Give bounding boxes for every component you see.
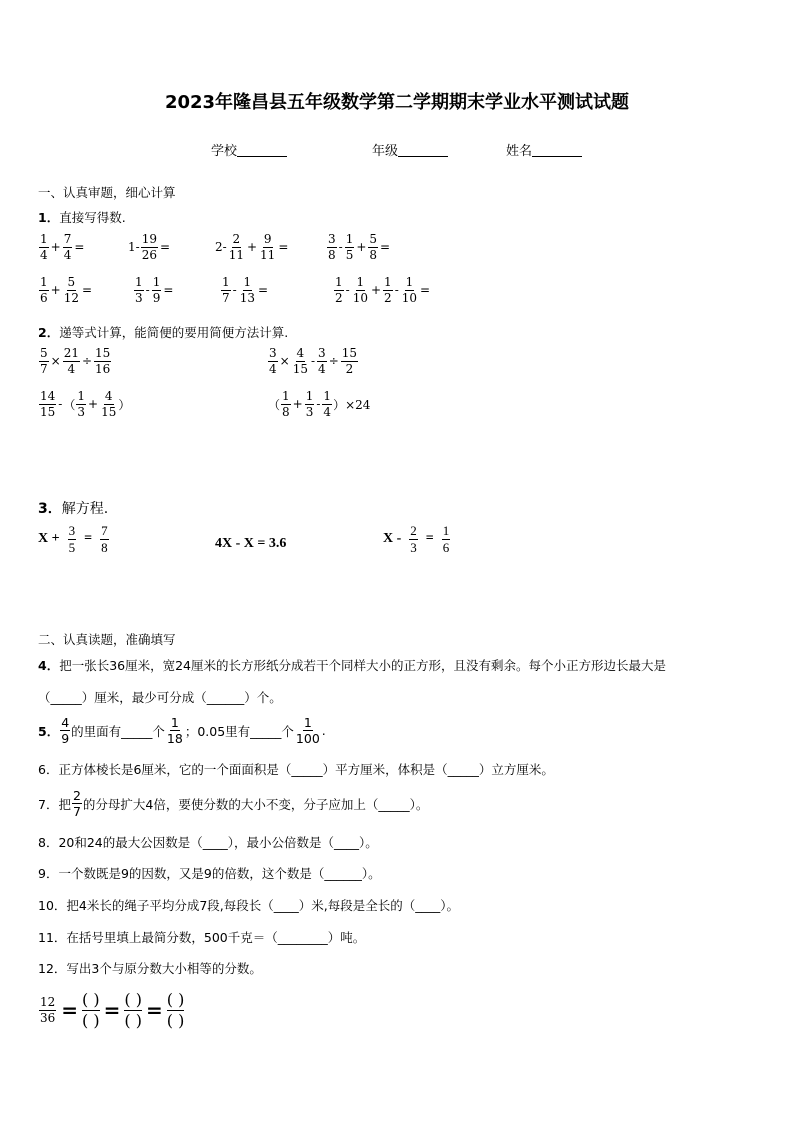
name-field: 姓名 xyxy=(506,140,582,159)
question-11: 11．在括号里填上最简分数，500千克＝（________）吨。 xyxy=(38,930,366,945)
question-8: 8．20和24的最大公因数是（____），最小公倍数是（____）。 xyxy=(38,835,378,850)
calc-1h: 1 2 - 1 10 + $\frac{1}{2}$ - $\frac{1}{10}$ = xyxy=(335,275,431,305)
calc-1f: 1 3 - $\frac{1}{9}$ = xyxy=(135,275,174,305)
calc-1g: 1 7 - $\frac{1}{13}$ = xyxy=(222,275,269,305)
calc-2c: 14 15 - （ 1 3 + $\frac{4}{15}$ ） xyxy=(40,389,131,419)
school-field: 学校 xyxy=(211,140,287,159)
question-1: 1．直接写得数. xyxy=(38,210,126,225)
fraction-12-36: $\frac{12}{36}$ xyxy=(40,995,56,1025)
calc-2a: $\frac{5}{7}$ × $\frac{21}{4}$ ÷ $\frac{15}{16}$ xyxy=(40,346,111,376)
question-3: 3．解方程. xyxy=(38,501,109,517)
calc-1b: 1- $\frac{19}{26}$ = xyxy=(128,232,171,262)
section-1-heading: 一、认真审题，细心计算 xyxy=(38,185,176,200)
calc-1d: 3 8 - 1 5 + $\frac{5}{8}$ = xyxy=(328,232,391,262)
question-10: 10．把4米长的绳子平均分成7段,每段长（____）米,每段是全长的（____）。 xyxy=(38,898,460,913)
grade-field: 年级 xyxy=(372,140,448,159)
question-9: 9．一个数既是9的因数，又是9的倍数，这个数是（______）。 xyxy=(38,866,381,881)
equation-1: X + $\frac{3}{5}$ = $\frac{7}{8}$ xyxy=(38,523,108,555)
equation-2: 4X - X = 3.6 xyxy=(215,536,287,551)
calc-1e: 1 6 + $\frac{5}{12}$ = xyxy=(40,275,93,305)
page-title: 2023年隆昌县五年级数学第二学期期末学业水平测试试题 xyxy=(164,92,630,113)
question-4-line1: 4．把一张长36厘米，宽24厘米的长方形纸分成若干个同样大小的正方形，且没有剩余。每个小正方形边长最大是 xyxy=(38,658,667,673)
question-12: 12．写出3个与原分数大小相等的分数。 xyxy=(38,961,262,976)
answer-box-3[interactable]: ( ) ( ) xyxy=(166,990,185,1031)
answer-box-2[interactable]: ( ) ( ) xyxy=(124,990,142,1031)
question-5: 5． 4 9 的里面有_____个 1 18 ；0.05里有_____个 1 100 . xyxy=(38,715,326,747)
calc-1a: 1 4 + $\frac{7}{4}$ = xyxy=(40,232,85,262)
question-7: 7．把 2 7 的分母扩大4倍，要使分数的大小不变，分子应加上（_____）。 xyxy=(38,788,429,820)
answer-box-1[interactable]: ( ) ( ) xyxy=(82,990,100,1031)
section-2-heading: 二、认真读题，准确填写 xyxy=(38,632,176,647)
question-12-fractions: $\frac{12}{36}$ = ( ) ( ) = ( ) ( ) = ( ) ( ) xyxy=(40,990,185,1031)
calc-2b: $\frac{3}{4}$ × $\frac{4}{15}$ - $\frac{3}{4}$ ÷ $\frac{15}{2}$ xyxy=(269,346,358,376)
question-4-line2: （_____）厘米，最少可分成（______）个。 xyxy=(38,690,282,705)
equation-3: X - $\frac{2}{3}$ = $\frac{1}{6}$ xyxy=(383,523,450,555)
question-6: 6．正方体棱长是6厘米，它的一个面面积是（_____）平方厘米，体积是（_____）立方厘米。 xyxy=(38,762,554,777)
calc-2d: （ 1 8 + $\frac{1}{3}$ - 1 4 ）×24 xyxy=(268,389,371,419)
calc-1c: 2- 2 11 + $\frac{9}{11}$ = xyxy=(215,232,289,262)
question-2: 2．递等式计算，能简便的要用简便方法计算. xyxy=(38,325,289,340)
